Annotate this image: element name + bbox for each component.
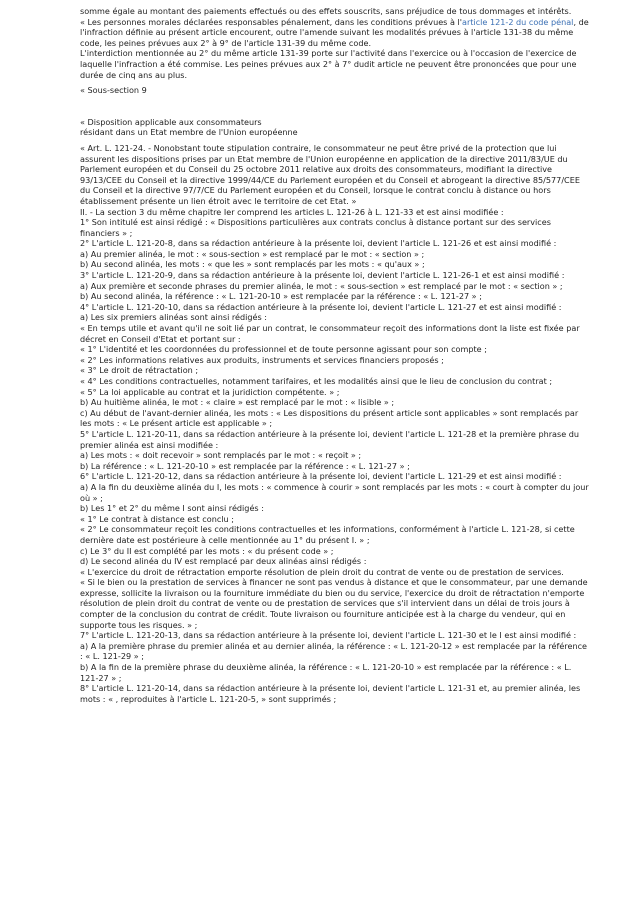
body-paragraph: b) Au second alinéa, les mots : « que les » sont remplacés par les mots : « qu'aux » ; [80, 259, 425, 270]
body-paragraph: b) La référence : « L. 121-20-10 » est remplacée par la référence : « L. 121-27 » ; [80, 460, 410, 471]
paragraph-text: , de l'infraction définie au présent article encourent, outre l'amende suivant les modalités prévues à l'article 131-38 du même code, les peines prévues aux 2° à 9° de l'article 131-39 du même code. [80, 16, 589, 48]
paragraph-with-link [80, 17, 592, 49]
body-paragraph: a) A la fin du deuxième alinéa du I, les mots : « commence à courir » sont remplacés par les mots : « court à compter du jour où » ; [80, 481, 589, 503]
paragraph: somme égale au montant des paiements effectués ou des effets souscrits, sans préjudice de tous dommages et intérêts. [80, 6, 572, 16]
body-paragraph: « En temps utile et avant qu'il ne soit lié par un contrat, le consommateur reçoit des informations dont la liste est fixée par décret en Conseil d'Etat et portant sur : [80, 323, 580, 344]
body-paragraph: « 1° Le contrat à distance est conclu ; [80, 513, 234, 524]
body-paragraph: « 3° Le droit de rétractation ; [80, 365, 199, 376]
body-paragraph: b) A la fin de la première phrase du deuxième alinéa, la référence : « L. 121-20-10 » est remplacée par la référence : « L. 121-27 » ; [80, 662, 572, 683]
body-paragraph: « 2° Les informations relatives aux produits, instruments et services financiers proposés ; [80, 354, 444, 365]
body-paragraph: b) Au second alinéa, la référence : « L. 121-20-10 » est remplacée par la référence : « L. 121-27 » ; [80, 291, 482, 302]
body-paragraph: 7° L'article L. 121-20-13, dans sa rédaction antérieure à la présente loi, devient l'article L. 121-30 et le I est ainsi modifié : [80, 630, 577, 641]
body-paragraph: « 2° Le consommateur reçoit les conditions contractuelles et les informations, conformément à l'article L. 121-28, si cette dernière date est postérieure à celle mentionnée au 1° du présent I. » ; [80, 524, 575, 545]
body-paragraph: d) Le second alinéa du IV est remplacé par deux alinéas ainsi rédigés : [80, 556, 367, 567]
body-paragraphs [80, 143, 592, 704]
subsection-title: « Sous-section 9 [80, 85, 147, 96]
body-paragraph: 1° Son intitulé est ainsi rédigé : « Dispositions particulières aux contrats conclus à distance portant sur des services financiers » ; [80, 217, 551, 238]
body-paragraph: 2° L'article L. 121-20-8, dans sa rédaction antérieure à la présente loi, devient l'article L. 121-26 et est ainsi modifié : [80, 238, 557, 249]
body-paragraph: a) Les six premiers alinéas sont ainsi rédigés : [80, 312, 268, 323]
paragraph: L'interdiction mentionnée au 2° du même article 131-39 porte sur l'activité dans l'exercice ou à l'occasion de l'exercice de laquelle l'infraction a été commise. Les peines prévues aux 2° à 7° dudit article ne peuvent être prononcées que pour une durée de cinq ans au plus. [80, 48, 577, 80]
spacer [80, 96, 592, 117]
body-paragraph: 5° L'article L. 121-20-11, dans sa rédaction antérieure à la présente loi, devient l'article L. 121-28 et la première phrase du premier alinéa est ainsi modifiée : [80, 428, 580, 450]
body-paragraph: « L'exercice du droit de rétractation emporte résolution de plein droit du contrat de vente ou de prestation de services. [80, 566, 564, 577]
body-paragraph: « 4° Les conditions contractuelles, notamment tarifaires, et les modalités ainsi que le lieu de conclusion du contrat ; [80, 376, 553, 386]
body-paragraph: 8° L'article L. 121-20-14, dans sa rédaction antérieure à la présente loi, devient l'article L. 121-31 et, au premier alinéa, les mots : « , reproduites à l'article L. 121-20-5, » sont supprimés ; [80, 683, 581, 704]
body-paragraph: c) Au début de l'avant-dernier alinéa, les mots : « Les dispositions du présent article sont applicables » sont remplacés par les mots : « Le présent article est applicable » ; [80, 407, 579, 429]
heading-line: « Disposition applicable aux consommateurs [80, 116, 262, 127]
body-paragraph: 3° L'article L. 121-20-9, dans sa rédaction antérieure à la présente loi, devient l'article L. 121-26-1 et est ainsi modifié : [80, 270, 565, 281]
paragraph-text: « Les personnes morales déclarées responsables pénalement, dans les conditions prévues à l' [80, 16, 462, 27]
body-paragraph: 4° L'article L. 121-20-10, dans sa rédaction antérieure à la présente loi, devient l'article L. 121-27 et est ainsi modifié : [80, 301, 562, 312]
body-paragraph: b) Au huitième alinéa, le mot : « claire » est remplacé par le mot : « lisible » ; [80, 397, 395, 408]
body-paragraph: b) Les 1° et 2° du même I sont ainsi rédigés : [80, 503, 264, 514]
body-paragraph: a) Aux première et seconde phrases du premier alinéa, le mot : « sous-section » est remplacé par le mot : « section » ; [80, 280, 563, 291]
code-penal-article-link[interactable]: article 121-2 du code pénal [461, 16, 574, 27]
body-paragraph: c) Le 3° du II est complété par les mots : « du présent code » ; [80, 545, 334, 556]
document-page [80, 6, 592, 704]
body-paragraph: « 1° L'identité et les coordonnées du professionnel et de toute personne agissant pour son compte ; [80, 344, 487, 355]
body-paragraph: a) Au premier alinéa, le mot : « sous-section » est remplacé par le mot : « section » ; [80, 248, 425, 259]
body-paragraph: « 5° La loi applicable au contrat et la juridiction compétente. » ; [80, 386, 340, 397]
body-paragraph: 6° L'article L. 121-20-12, dans sa rédaction antérieure à la présente loi, devient l'article L. 121-29 et est ainsi modifié : [80, 471, 562, 482]
body-paragraph: « Si le bien ou la prestation de services à financer ne sont pas vendus à distance et que le consommateur, par une demande expresse, sollicite la livraison ou la fourniture immédiate du bien ou du service, l'exercice du droit de rétractation n'emporte résolution de plein droit du contrat de vente ou de prestation de services que s'il intervient dans un délai de trois jours à compter de la conclusion du contrat de crédit. Toute livraison ou fourniture anticipée est à la charge du vendeur, qui en supporte tous les risques. » ; [80, 577, 588, 630]
body-paragraph: II. - La section 3 du même chapitre Ier comprend les articles L. 121-26 à L. 121-33 et est ainsi modifiée : [80, 206, 504, 217]
heading-line: résidant dans un Etat membre de l'Union européenne [80, 127, 298, 138]
body-paragraph: a) A la première phrase du premier alinéa et au dernier alinéa, la référence : « L. 121-20-12 » est remplacée par la référence : « L. 121-29 » ; [80, 640, 588, 662]
body-paragraph: « Art. L. 121-24. - Nonobstant toute stipulation contraire, le consommateur ne peut être privé de la protection que lui assurent les dispositions prises par un Etat membre de l'Union européenne en application de la directive 2011/83/UE du Parlement européen et du Conseil du 25 octobre 2011 relative aux droits des consommateurs, modifiant la directive 93/13/CEE du Conseil et la directive 1999/44/CE du Parlement européen et du Conseil et abrogeant la directive 85/577/CEE du Conseil et la directive 97/7/CE du Parlement européen et du Conseil, lorsque le contrat conclu à distance ou hors établissement présente un lien étroit avec le territoire de cet Etat. » [80, 142, 580, 206]
body-paragraph: a) Les mots : « doit recevoir » sont remplacés par le mot : « reçoit » ; [80, 450, 362, 461]
